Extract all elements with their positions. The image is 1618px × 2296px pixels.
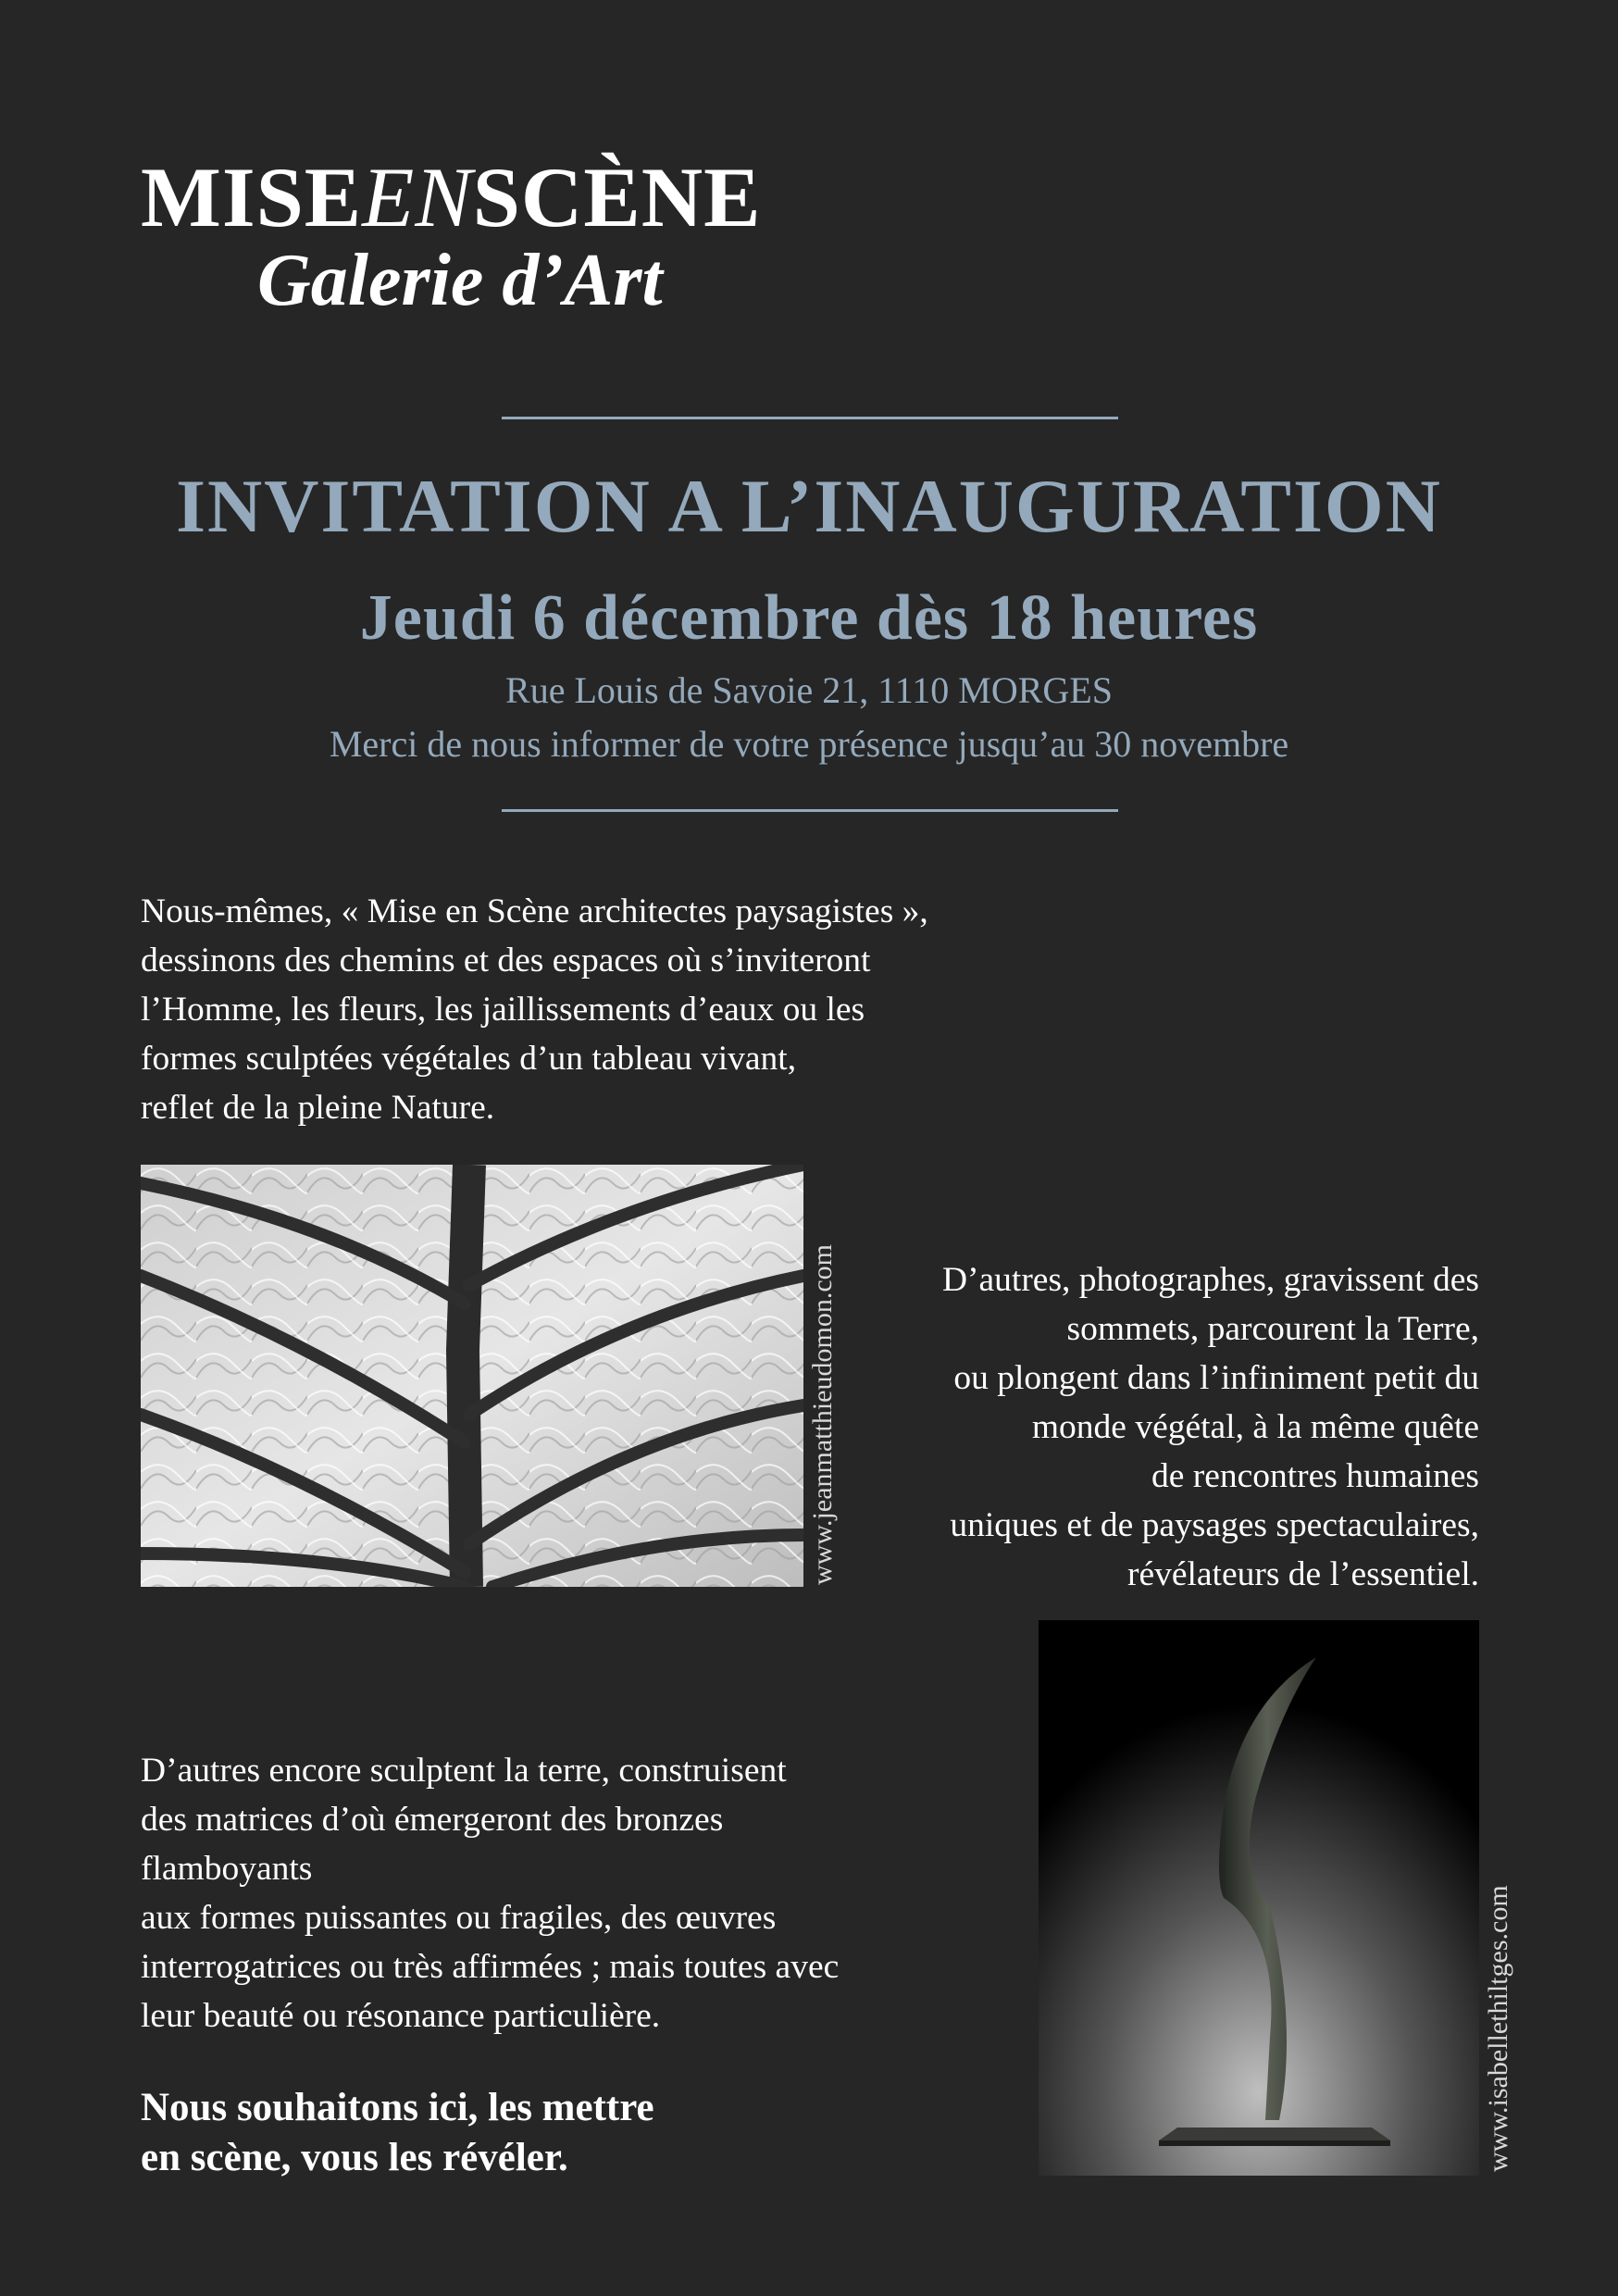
invitation-title: INVITATION A L’INAUGURATION [176, 464, 1442, 548]
invitation-rsvp: Merci de nous informer de votre présence jusqu’au 30 novembre [329, 723, 1289, 765]
leaf-photo [141, 1165, 803, 1587]
intro-paragraph: Nous-mêmes, « Mise en Scène architectes paysagistes », dessinons des chemins et des espaces où s’inviteront l’Homme, les fleurs, les jaillissements d’eaux ou les formes sculptées végétales d’un tableau vivant, reflet de la pleine Nature. [141, 892, 928, 1127]
logo-mise: MISE [141, 150, 363, 244]
logo-en: EN [362, 150, 473, 244]
top-divider [502, 417, 1118, 419]
logo-subtitle: Galerie d’Art [257, 240, 663, 321]
logo-scene: SCÈNE [472, 150, 762, 244]
sculpture-credit: www.isabellethiltges.com [1483, 1885, 1513, 2172]
gallery-logo [141, 148, 762, 246]
invitation-date: Jeudi 6 décembre dès 18 heures [359, 582, 1259, 654]
photographers-paragraph: D’autres, photographes, gravissent des sommets, parcourent la Terre, ou plongent dans l’infiniment petit du monde végétal, à la même quête de rencontres humaines uniques et de paysages spectaculaires, révélateurs de l’essentiel. [941, 1261, 1479, 1593]
sculpture-photo [1039, 1620, 1479, 2176]
invitation-address: Rue Louis de Savoie 21, 1110 MORGES [505, 669, 1113, 711]
bottom-divider [502, 809, 1118, 812]
photo-credit: www.jeanmatthieudomon.com [807, 1244, 838, 1585]
sculptors-paragraph: D’autres encore sculptent la terre, construisent des matrices d’où émergeront des bronzes flamboyants aux formes puissantes ou fragiles, des œuvres interrogatrices ou très affirmées ; mais toutes avec leur beauté ou résonance particulière. [141, 1752, 840, 2035]
closing-statement: Nous souhaitons ici, les mettre en scène, vous les révéler. [141, 2086, 654, 2179]
